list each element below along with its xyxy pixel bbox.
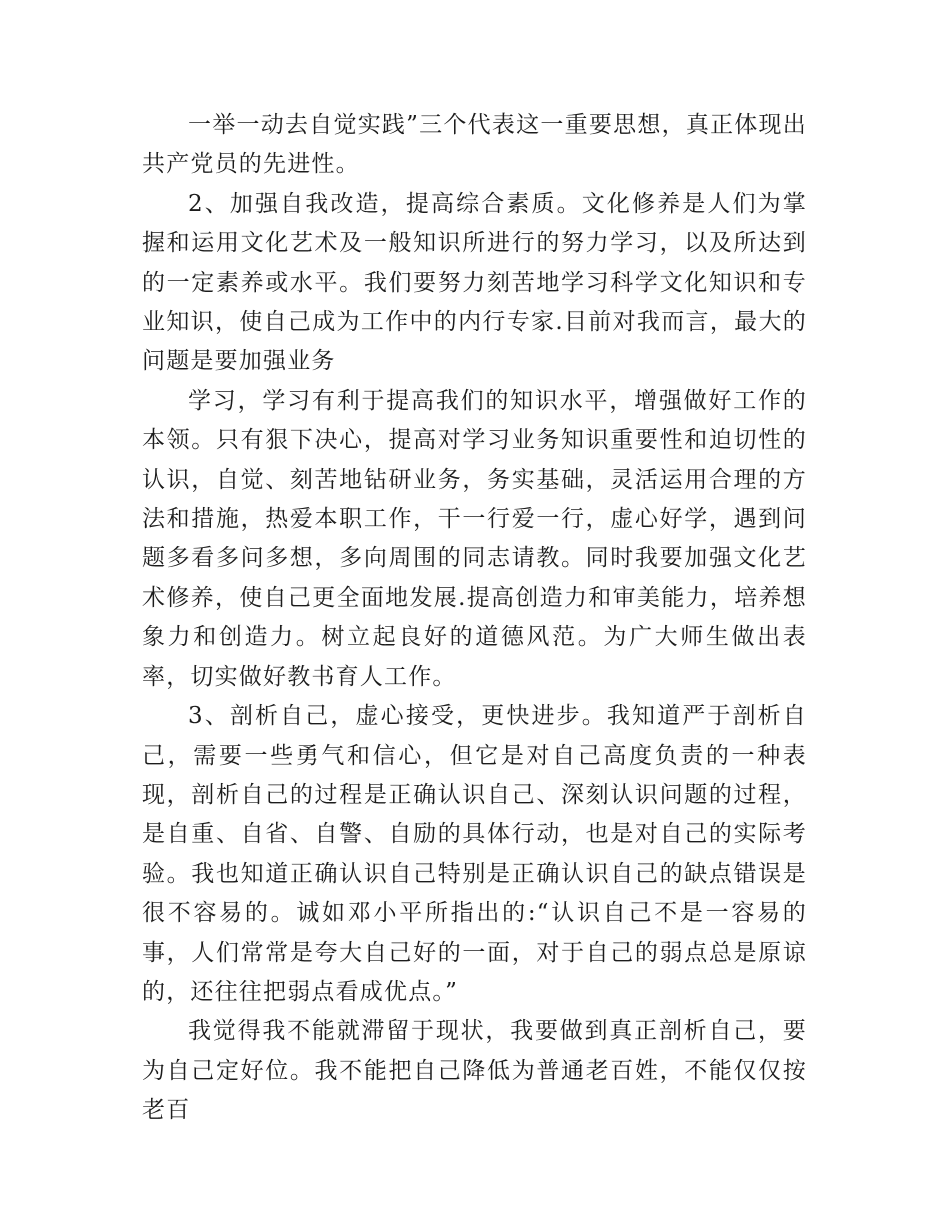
paragraph-5: 我觉得我不能就滞留于现状，我要做到真正剖析自己，要为自己定好位。我不能把自己降低为普通老百姓，不能仅仅按老百: [142, 1018, 807, 1124]
paragraph-4: 3、剖析自己，虚心接受，更快进步。我知道严于剖析自己，需要一些勇气和信心，但它是对自己高度负责的一种表现，剖析自己的过程是正确认识自己、深刻认识问题的过程，是自重、自省、自警、自励的具体行动，也是对自己的实际考验。我也知道正确认识自己特别是正确认识自己的缺点错误是很不容易的。诚如邓小平所指出的:“认识自己不是一容易的事，人们常常是夸大自己好的一面，对于自己的弱点总是原谅的，还往往把弱点看成优点。”: [142, 703, 807, 1005]
paragraph-3: 学习，学习有利于提高我们的知识水平，增强做好工作的本领。只有狠下决心，提高对学习业务知识重要性和迫切性的认识，自觉、刻苦地钻研业务，务实基础，灵活运用合理的方法和措施，热爱本职工作，干一行爱一行，虚心好学，遇到问题多看多问多想，多向周围的同志请教。同时我要加强文化艺术修养，使自己更全面地发展.提高创造力和审美能力，培养想象力和创造力。树立起良好的道德风范。为广大师生做出表率，切实做好教书育人工作。: [142, 387, 807, 690]
paragraph-2: 2、加强自我改造，提高综合素质。文化修养是人们为掌握和运用文化艺术及一般知识所进行的努力学习，以及所达到的一定素养或水平。我们要努力刻苦地学习科学文化知识和专业知识，使自己成为工作中的内行专家.目前对我而言，最大的问题是要加强业务: [142, 190, 807, 375]
document-page: [142, 106, 807, 1131]
paragraph-1: 一举一动去自觉实践”三个代表这一重要思想，真正体现出共产党员的先进性。: [142, 112, 807, 178]
